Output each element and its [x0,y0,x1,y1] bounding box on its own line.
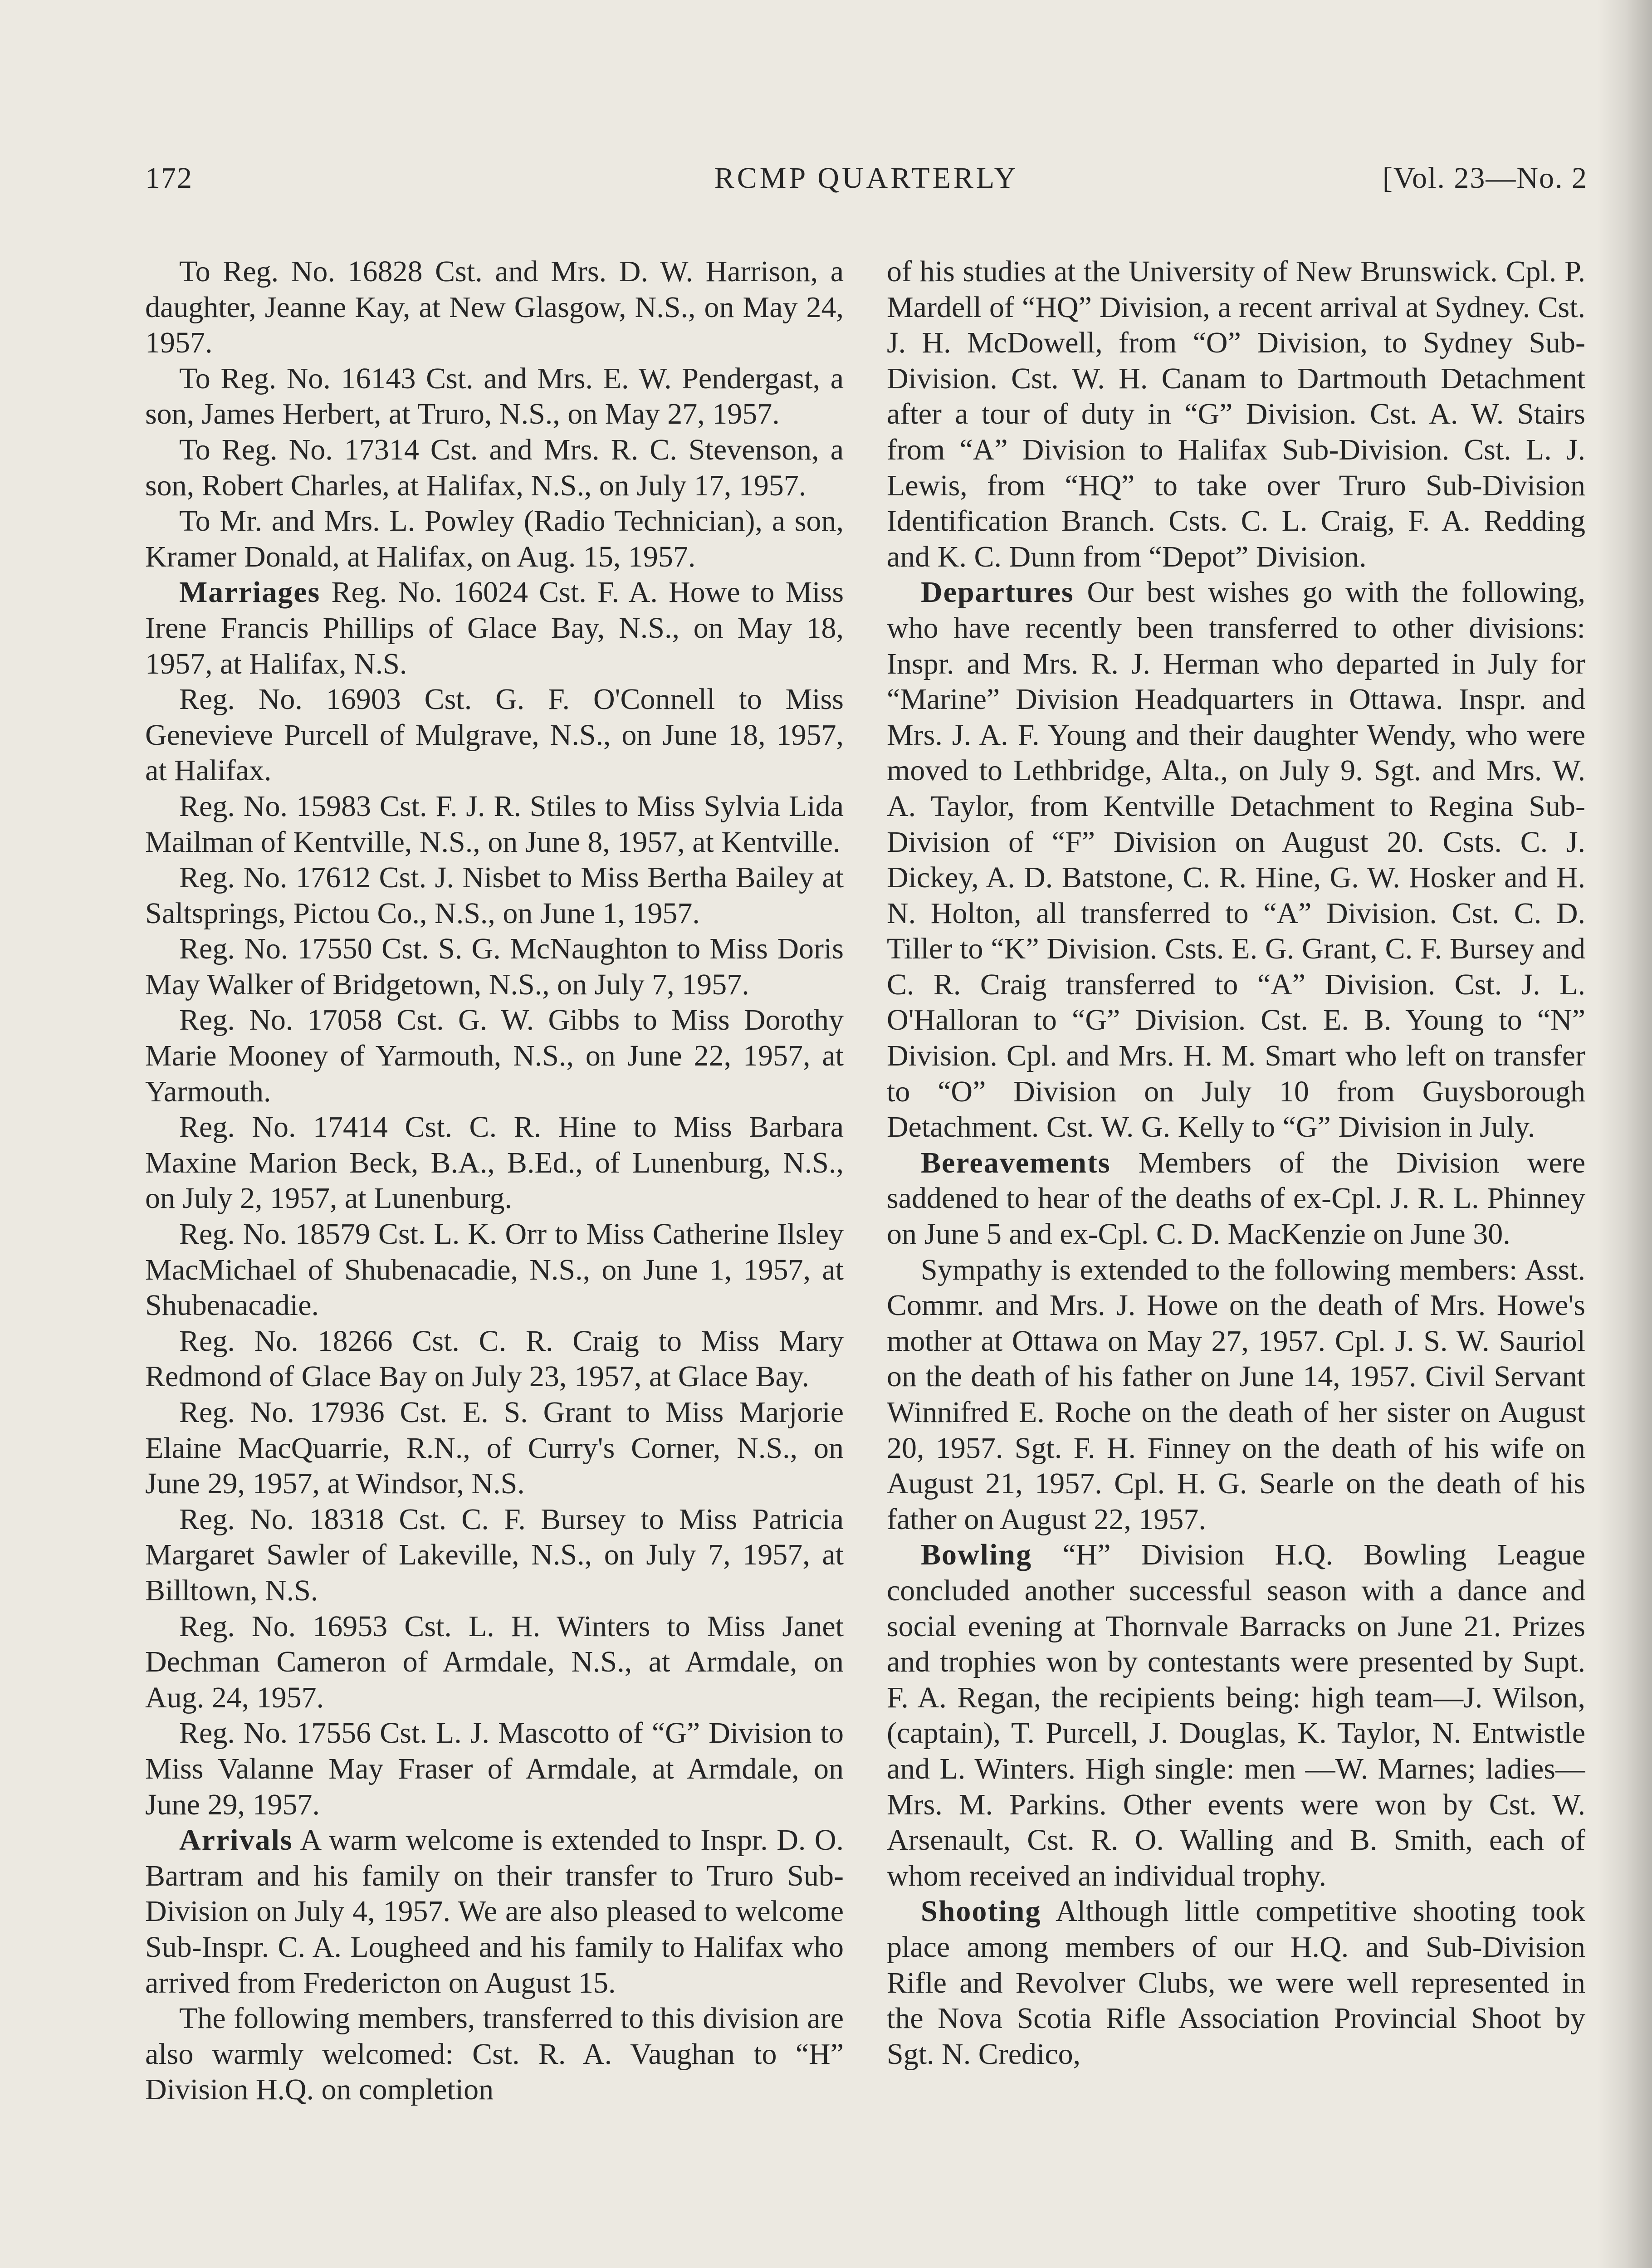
arrivals-continued: of his studies at the University of New Brunswick. Cpl. P. Mardell of “HQ” Division, a recent arrival at Sydney. Cst. J. H. McDowell, from “O” Division, to Sydney Sub-Division. Cst. W. H. Canam to Dartmouth Detachment after a tour of duty in “G” Division. Cst. A. W. Stairs from “A” Division to Halifax Sub-Division. Cst. L. J. Lewis, from “HQ” to take over Truro Sub-Division Identification Branch. Csts. C. L. Craig, F. A. Redding and K. C. Dunn from “Depot” Division. [887,255,1585,573]
page-number: 172 [145,161,193,195]
volume-issue: [Vol. 23—No. 2 [1382,161,1588,195]
departures-text: Our best wishes go with the following, who have recently been transferred to other divisions: Inspr. and Mrs. R. J. Herman who departed in July for “Marine” Division Headquarters in Ottawa. Inspr. and Mrs. J. A. F. Young and their daughter Wendy, who were moved to Lethbridge, Alta., on July 9. Sgt. and Mrs. W. A. Taylor, from Kentville Detachment to Regina Sub-Division of “F” Division on August 20. Csts. C. J. Dickey, A. D. Batstone, C. R. Hine, G. W. Hosker and H. N. Holton, all transferred to “A” Division. Cst. C. D. Tiller to “K” Division. Csts. E. G. Grant, C. F. Bursey and C. R. Craig transferred to “A” Division. Cst. J. L. O'Halloran to “G” Division. Cst. E. B. Young to “N” Division. Cpl. and Mrs. H. M. Smart who left on transfer to “O” Division on July 10 from Guysborough Detachment. Cst. W. G. Kelly to “G” Division in July. [887,576,1585,1144]
arrivals-heading: Arrivals [179,1823,293,1857]
bereavements-paragraph [887,1145,1585,1252]
marriage-entry: Reg. No. 15983 Cst. F. J. R. Stiles to Miss Sylvia Lida Mailman of Kentville, N.S., on June 8, 1957, at Kentville. [145,789,844,859]
arrivals-paragraph [145,1823,844,2001]
running-header [145,161,1588,211]
marriage-entry: Reg. No. 17556 Cst. L. J. Mascotto of “G” Division to Miss Valanne May Fraser of Armdale, at Armdale, on June 29, 1957. [145,1716,844,1821]
left-column [145,254,844,2268]
arrivals-text: A warm welcome is extended to Inspr. D. O. Bartram and his family on their transfer to Truro Sub-Division on July 4, 1957. We are also pleased to welcome Sub-Inspr. C. A. Lougheed and his family to Halifax who arrived from Fredericton on August 15. [145,1823,844,1999]
marriage-entry: Reg. No. 17612 Cst. J. Nisbet to Miss Bertha Bailey at Saltsprings, Pictou Co., N.S., on June 1, 1957. [145,861,844,930]
page-edge-shadow [1598,0,1652,2268]
bowling-text: “H” Division H.Q. Bowling League concluded another successful season with a dance and social evening at Thornvale Barracks on June 21. Prizes and trophies won by contestants were presented by Supt. F. A. Regan, the recipients being: high team—J. Wilson, (captain), T. Purcell, J. Douglas, K. Taylor, N. Entwistle and L. Winters. High single: men —W. Marnes; ladies—Mrs. M. Parkins. Other events were won by Cst. W. Arsenault, Cst. R. O. Walling and B. Smith, each of whom received an individual trophy. [887,1538,1585,1892]
bereavements-text: Members of the Division were saddened to hear of the deaths of ex-Cpl. J. R. L. Phinney on June 5 and ex-Cpl. C. D. MacKenzie on June 30. [887,1146,1585,1251]
marriage-entry: Reg. No. 17414 Cst. C. R. Hine to Miss Barbara Maxine Marion Beck, B.A., B.Ed., of Lunenburg, N.S., on July 2, 1957, at Lunenburg. [145,1110,844,1215]
journal-title: RCMP QUARTERLY [714,161,1019,195]
sympathy-paragraph: Sympathy is extended to the following members: Asst. Commr. and Mrs. J. Howe on the death of Mrs. Howe's mother at Ottawa on May 27, 1957. Cpl. J. S. W. Sauriol on the death of his father on June 14, 1957. Civil Servant Winnifred E. Roche on the death of her sister on August 20, 1957. Sgt. F. H. Finney on the death of his wife on August 21, 1957. Cpl. H. G. Searle on the death of his father on August 22, 1957. [887,1253,1585,1536]
shooting-heading: Shooting [921,1895,1041,1928]
arrivals-paragraph-2: The following members, transferred to this division are also warmly welcomed: Cst. R. A. Vaughan to “H” Division H.Q. on completion [145,2002,844,2107]
departures-heading: Departures [921,576,1074,609]
birth-entry: To Reg. No. 16143 Cst. and Mrs. E. W. Pendergast, a son, James Herbert, at Truro, N.S., on May 27, 1957. [145,362,844,431]
marriages-heading: Marriages [179,576,321,609]
shooting-text: Although little competitive shooting took place among members of our H.Q. and Sub-Division Rifle and Revolver Clubs, we were well represented in the Nova Scotia Rifle Association Provincial Shoot by Sgt. N. Credico, [887,1895,1585,2071]
marriages-paragraph [145,575,844,682]
birth-entry: To Mr. and Mrs. L. Powley (Radio Technician), a son, Kramer Donald, at Halifax, on Aug. 15, 1957. [145,504,844,573]
right-column [887,254,1585,2268]
marriage-entry: Reg. No. 16903 Cst. G. F. O'Connell to Miss Genevieve Purcell of Mulgrave, N.S., on June 18, 1957, at Halifax. [145,683,844,787]
marriage-entry: Reg. No. 17550 Cst. S. G. McNaughton to Miss Doris May Walker of Bridgetown, N.S., on July 7, 1957. [145,932,844,1001]
marriage-entry: Reg. No. 18579 Cst. L. K. Orr to Miss Catherine Ilsley MacMichael of Shubenacadie, N.S., on June 1, 1957, at Shubenacadie. [145,1217,844,1322]
marriage-entry: Reg. No. 16024 Cst. F. A. Howe to Miss Irene Francis Phillips of Glace Bay, N.S., on May 18, 1957, at Halifax, N.S. [145,576,844,680]
birth-entry: To Reg. No. 17314 Cst. and Mrs. R. C. Stevenson, a son, Robert Charles, at Halifax, N.S., on July 17, 1957. [145,433,844,502]
birth-entry: To Reg. No. 16828 Cst. and Mrs. D. W. Harrison, a daughter, Jeanne Kay, at New Glasgow, N.S., on May 24, 1957. [145,255,844,360]
marriage-entry: Reg. No. 18266 Cst. C. R. Craig to Miss Mary Redmond of Glace Bay on July 23, 1957, at Glace Bay. [145,1324,844,1393]
marriage-entry: Reg. No. 16953 Cst. L. H. Winters to Miss Janet Dechman Cameron of Armdale, N.S., at Armdale, on Aug. 24, 1957. [145,1609,844,1714]
marriage-entry: Reg. No. 18318 Cst. C. F. Bursey to Miss Patricia Margaret Sawler of Lakeville, N.S., on July 7, 1957, at Billtown, N.S. [145,1502,844,1607]
bowling-paragraph [887,1537,1585,1894]
departures-paragraph [887,575,1585,1145]
bowling-heading: Bowling [921,1538,1032,1572]
marriage-entry: Reg. No. 17936 Cst. E. S. Grant to Miss Marjorie Elaine MacQuarrie, R.N., of Curry's Corner, N.S., on June 29, 1957, at Windsor, N.S. [145,1396,844,1501]
bereavements-heading: Bereavements [921,1146,1111,1179]
shooting-paragraph [887,1894,1585,2072]
marriage-entry: Reg. No. 17058 Cst. G. W. Gibbs to Miss Dorothy Marie Mooney of Yarmouth, N.S., on June 22, 1957, at Yarmouth. [145,1003,844,1108]
